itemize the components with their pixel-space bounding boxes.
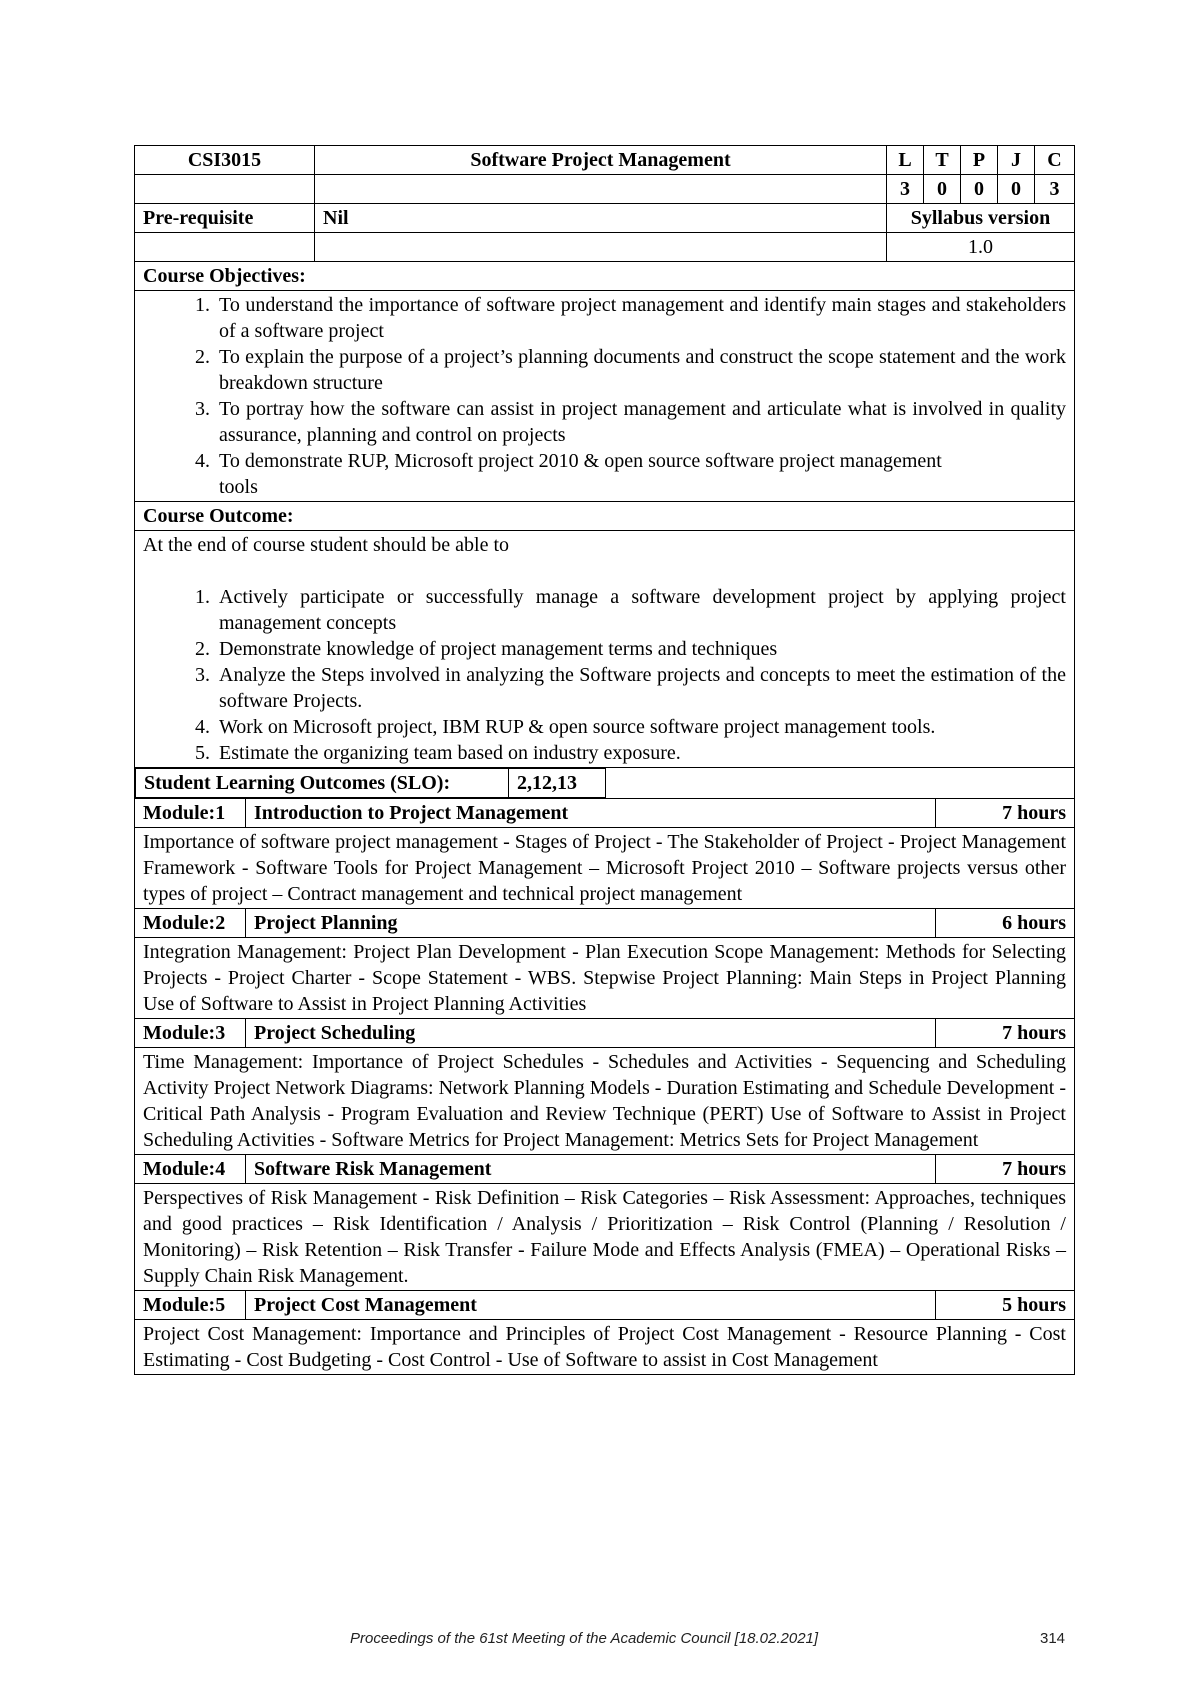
outcome-item: 2. Demonstrate knowledge of project management terms and techniques bbox=[215, 636, 1066, 662]
empty-cell bbox=[135, 175, 315, 204]
outcomes-intro: At the end of course student should be able to bbox=[143, 534, 510, 556]
module-content: Importance of software project management - Stages of Project - The Stakeholder of Project - Project Management Framework - Software Tools for Project Management – Microsoft Project 2010 – Software projects versus other types of project – Contract management and technical project management bbox=[135, 828, 1075, 909]
syllabus-page bbox=[134, 145, 1074, 1375]
slo-label: Student Learning Outcomes (SLO): bbox=[136, 769, 509, 798]
module-hours: 7 hours bbox=[1002, 1158, 1066, 1180]
ltpjc-header-t: T bbox=[924, 146, 961, 175]
module-5-content-row bbox=[135, 1320, 1075, 1375]
syllabus-table bbox=[134, 145, 1075, 1375]
outcome-item: 1. Actively participate or successfully manage a software development project by applying project management concepts bbox=[215, 584, 1066, 636]
outcomes-cell bbox=[135, 531, 1075, 768]
outcomes-heading: Course Outcome: bbox=[135, 502, 1075, 531]
outcomes-row bbox=[135, 531, 1075, 768]
objective-item: 4. To demonstrate RUP, Microsoft project 2010 & open source software project management tools bbox=[215, 448, 1066, 500]
objectives-cell bbox=[135, 291, 1075, 502]
syllabus-version-label: Syllabus version bbox=[887, 204, 1075, 233]
module-label: Module:1 bbox=[135, 799, 246, 827]
ltpjc-header-j: J bbox=[998, 146, 1035, 175]
module-title: Introduction to Project Management bbox=[246, 799, 936, 827]
ltpjc-value-c: 3 bbox=[1035, 175, 1075, 204]
objectives-row bbox=[135, 291, 1075, 502]
course-code: CSI3015 bbox=[135, 146, 315, 175]
outcome-item: 3. Analyze the Steps involved in analyzing the Software projects and concepts to meet the estimation of the software Projects. bbox=[215, 662, 1066, 714]
outcome-item: 5. Estimate the organizing team based on industry exposure. bbox=[215, 740, 1066, 766]
module-2-content-row bbox=[135, 938, 1075, 1019]
module-hours: 6 hours bbox=[1002, 912, 1066, 934]
slo-row bbox=[135, 768, 1075, 799]
module-1-content-row bbox=[135, 828, 1075, 909]
slo-inner bbox=[135, 768, 606, 798]
footer-text: Proceedings of the 61st Meeting of the Academic Council [18.02.2021] bbox=[350, 1630, 819, 1647]
prereq-value: Nil bbox=[315, 204, 887, 233]
ltpjc-value-l: 3 bbox=[887, 175, 924, 204]
empty-cell bbox=[315, 175, 887, 204]
module-title: Software Risk Management bbox=[246, 1155, 936, 1183]
version-row bbox=[135, 233, 1075, 262]
ltpjc-header-p: P bbox=[961, 146, 998, 175]
course-title: Software Project Management bbox=[315, 146, 887, 175]
ltpjc-value-j: 0 bbox=[998, 175, 1035, 204]
ltpjc-header-l: L bbox=[887, 146, 924, 175]
module-content: Integration Management: Project Plan Development - Plan Execution Scope Management: Methods for Selecting Projects - Project Charter - Scope Statement - WBS. Stepwise Project Planning: Main Steps in Project Planning Use of Software to Assist in Project Planning Activities bbox=[135, 938, 1075, 1019]
syllabus-version: 1.0 bbox=[887, 233, 1075, 262]
prereq-label: Pre-requisite bbox=[135, 204, 315, 233]
module-4-header bbox=[135, 1155, 1075, 1184]
module-hours: 7 hours bbox=[1002, 1022, 1066, 1044]
slo-cell bbox=[135, 768, 1075, 799]
outcomes-list bbox=[143, 584, 1066, 766]
objective-item: 3. To portray how the software can assist in project management and articulate what is involved in quality assurance, planning and control on projects bbox=[215, 396, 1066, 448]
slo-value: 2,12,13 bbox=[509, 769, 606, 798]
module-content: Project Cost Management: Importance and Principles of Project Cost Management - Resource Planning - Cost Estimating - Cost Budgeting - Cost Control - Use of Software to assist in Cost Management bbox=[135, 1320, 1075, 1375]
ltpjc-header-c: C bbox=[1035, 146, 1075, 175]
module-1-header bbox=[135, 799, 1075, 828]
module-2-header bbox=[135, 909, 1075, 938]
module-hours: 5 hours bbox=[1002, 1294, 1066, 1316]
spacer bbox=[143, 558, 1066, 584]
objectives-heading: Course Objectives: bbox=[135, 262, 1075, 291]
objectives-heading-row bbox=[135, 262, 1075, 291]
module-label: Module:3 bbox=[135, 1019, 246, 1047]
module-content: Perspectives of Risk Management - Risk Definition – Risk Categories – Risk Assessment: Approaches, techniques and good practices – Risk Identification / Analysis / Prioritization – Risk Control (Planning / Resolution / Monitoring) – Risk Retention – Risk Transfer - Failure Mode and Effects Analysis (FMEA) – Operational Risks – Supply Chain Risk Management. bbox=[135, 1184, 1075, 1291]
module-hours: 7 hours bbox=[1002, 802, 1066, 824]
module-title: Project Cost Management bbox=[246, 1291, 936, 1319]
ltpjc-value-p: 0 bbox=[961, 175, 998, 204]
module-title: Project Scheduling bbox=[246, 1019, 936, 1047]
module-label: Module:4 bbox=[135, 1155, 246, 1183]
empty-cell bbox=[315, 233, 887, 262]
objective-item: 1. To understand the importance of software project management and identify main stages and stakeholders of a software project bbox=[215, 292, 1066, 344]
module-3-content-row bbox=[135, 1048, 1075, 1155]
module-content: Time Management: Importance of Project Schedules - Schedules and Activities - Sequencing and Scheduling Activity Project Network Diagrams: Network Planning Models - Duration Estimating and Schedule Development - Critical Path Analysis - Program Evaluation and Review Technique (PERT) Use of Software to Assist in Project Scheduling Activities - Software Metrics for Project Management: Metrics Sets for Project Management bbox=[135, 1048, 1075, 1155]
objective-item: 2. To explain the purpose of a project’s planning documents and construct the scope statement and the work breakdown structure bbox=[215, 344, 1066, 396]
ltpjc-value-t: 0 bbox=[924, 175, 961, 204]
objectives-list bbox=[143, 292, 1066, 500]
module-5-header bbox=[135, 1291, 1075, 1320]
module-title: Project Planning bbox=[246, 909, 936, 937]
outcome-item: 4. Work on Microsoft project, IBM RUP & open source software project management tools. bbox=[215, 714, 1066, 740]
module-label: Module:2 bbox=[135, 909, 246, 937]
empty-cell bbox=[135, 233, 315, 262]
course-header-row bbox=[135, 146, 1075, 175]
prereq-row bbox=[135, 204, 1075, 233]
module-label: Module:5 bbox=[135, 1291, 246, 1319]
module-3-header bbox=[135, 1019, 1075, 1048]
page-number: 314 bbox=[1040, 1630, 1066, 1647]
outcomes-heading-row bbox=[135, 502, 1075, 531]
credits-row bbox=[135, 175, 1075, 204]
module-4-content-row bbox=[135, 1184, 1075, 1291]
